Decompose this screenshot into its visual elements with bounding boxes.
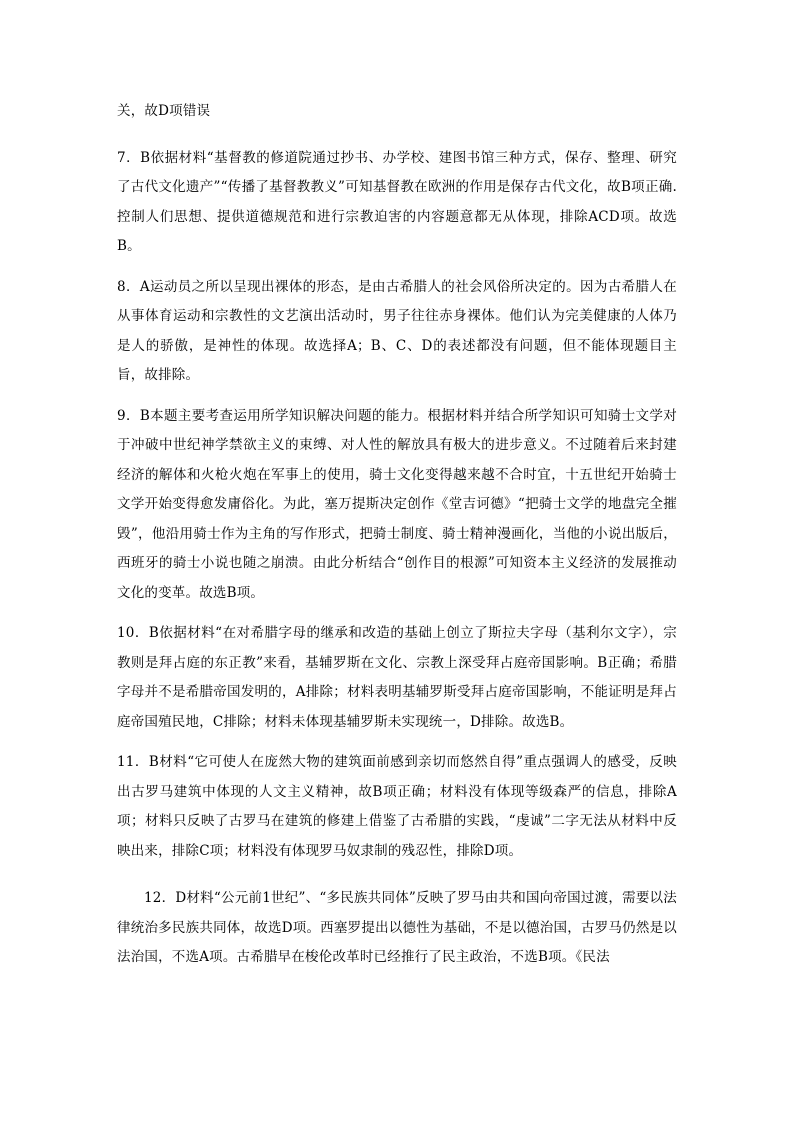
answer-10: 10．B依据材料“在对希腊字母的继承和改造的基础上创立了斯拉夫字母（基利尔文字），宗教则是拜占庭的东正教”来看，基辅罗斯在文化、宗教上深受拜占庭帝国影响。B正确；希腊字母并不是希腊帝国发明的，A排除；材料表明基辅罗斯受拜占庭帝国影响，不能证明是拜占庭帝国殖民地，C排除；材料未体现基辅罗斯未实现统一，D排除。故选B。: [117, 625, 677, 730]
answer-12: 12．D材料“公元前1世纪”、“多民族共同体”反映了罗马由共和国向帝国过渡，需要以法律统治多民族共同体，故选D项。西塞罗提出以德性为基础，不是以德治国，古罗马仍然是以法治国，不选A项。古希腊早在梭伦改革时已经推行了民主政治，不选B项。《民法: [117, 890, 677, 965]
answer-8: 8．A运动员之所以呈现出裸体的形态，是由古希腊人的社会风俗所决定的。因为古希腊人在从事体育运动和宗教性的文艺演出活动时，男子往往赤身裸体。他们认为完美健康的人体乃是人的骄傲，是神性的体现。故选择A；B、C、D的表述都没有问题，但不能体现题目主旨，故排除。: [117, 278, 677, 383]
answer-7: 7．B依据材料“基督教的修道院通过抄书、办学校、建图书馆三种方式，保存、整理、研究了古代文化遗产”“传播了基督教教义”可知基督教在欧洲的作用是保存古代文化，故B项正确.控制人们思想、提供道德规范和进行宗教迫害的内容题意都无从体现，排除ACD项。故选B。: [117, 149, 677, 254]
answer-explanations: [117, 97, 677, 984]
paragraph-continuation: 关，故D项错误: [117, 103, 211, 119]
answer-11: 11．B材料“它可使人在庞然大物的建筑面前感到亲切而悠然自得”重点强调人的感受，反映出古罗马建筑中体现的人文主义精神，故B项正确；材料没有体现等级森严的信息，排除A项；材料只反映了古罗马在建筑的修建上借鉴了古希腊的实践，“虔诚”二字无法从材料中反映出来，排除C项；材料没有体现罗马奴隶制的残忍性，排除D项。: [117, 754, 677, 859]
answer-9: 9．B本题主要考查运用所学知识解决问题的能力。根据材料并结合所学知识可知骑士文学对于冲破中世纪神学禁欲主义的束缚、对人性的解放具有极大的进步意义。不过随着后来封建经济的解体和火枪火炮在军事上的使用，骑士文化变得越来越不合时宜，十五世纪开始骑士文学开始变得愈发庸俗化。为此，塞万提斯决定创作《堂吉诃德》“把骑士文学的地盘完全摧毁”，他沿用骑士作为主角的写作形式，把骑士制度、骑士精神漫画化，当他的小说出版后，西班牙的骑士小说也随之崩溃。由此分析结合“创作目的根源”可知资本主义经济的发展推动文化的变革。故选B项。: [117, 407, 677, 601]
